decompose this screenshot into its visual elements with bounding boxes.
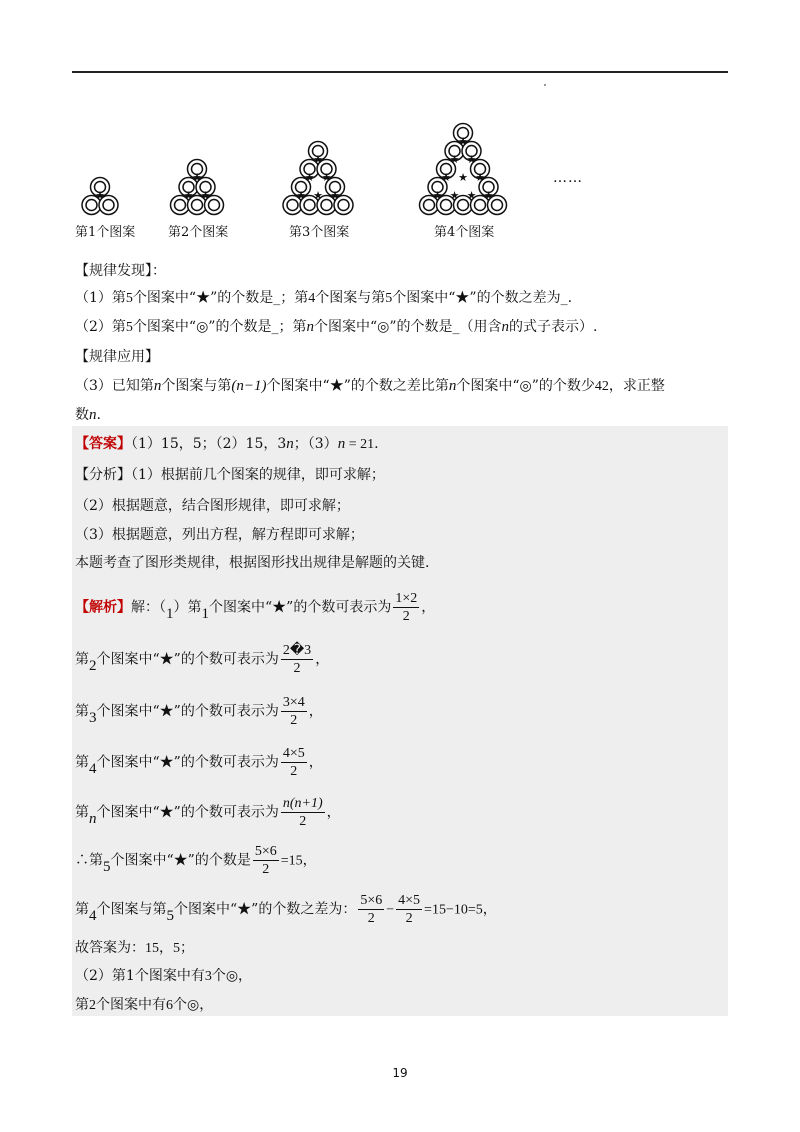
star-mark: ★ <box>313 153 323 166</box>
star-mark: ★ <box>95 189 105 202</box>
fraction-1: $\frac{1\times 2}{2}$ <box>395 591 418 624</box>
star-mark: ★ <box>449 153 460 166</box>
star-mark: ★ <box>466 153 477 166</box>
question-1: （1）第5个图案中“★”的个数是_；第4个图案与第5个图案中“★”的个数之差为_. <box>75 290 573 306</box>
solution-part2-line2: 第2个图案中有6个◎， <box>75 997 214 1013</box>
star-mark: ★ <box>296 189 306 202</box>
fraction-n: $\frac{n(n+1)}{2}$ <box>282 796 323 829</box>
figure-label-4: 第4个图案 <box>434 225 495 240</box>
page-number: 19 <box>392 1066 408 1080</box>
star-mark: ★ <box>475 171 485 184</box>
figure-label-2: 第2个图案 <box>168 225 229 240</box>
solution-line-1: 【解析】解：（1）第1个图案中“★”的个数可表示为 $\frac{1\times 2}{2}$ ， <box>75 591 436 624</box>
fraction-diff-1: $\frac{5\times 6}{2}$ <box>360 893 383 926</box>
star-mark: ★ <box>466 189 477 202</box>
star-mark: ★ <box>441 171 451 184</box>
solution-line-n: 第n个图案中“★”的个数可表示为 $\frac{n(n+1)}{2}$ ， <box>75 796 341 829</box>
fraction-5: $\frac{5\times 6}{2}$ <box>254 844 277 877</box>
analysis-line-2: （2）根据题意，结合图形规律，即可求解； <box>75 498 350 514</box>
star-mark: ★ <box>192 171 202 184</box>
star-mark: ★ <box>321 171 332 184</box>
solution-line-5: ∴第5个图案中“★”的个数是 $\frac{5\times 6}{2}$ =15， <box>75 844 317 877</box>
question-2: （2）第5个图案中“◎”的个数是_；第n个图案中“◎”的个数是_（用含n的式子表示）. <box>75 319 598 335</box>
fraction-4: $\frac{4\times 5}{2}$ <box>282 746 305 779</box>
section-heading-discovery: 【规律发现】： <box>75 263 166 279</box>
analysis-line-3: （3）根据题意，列出方程，解方程即可求解； <box>75 527 364 543</box>
star-mark: ★ <box>458 135 468 148</box>
analysis-line-4: 本题考查了图形类规律，根据图形找出规律是解题的关键. <box>75 555 430 571</box>
star-mark: ★ <box>458 171 468 184</box>
solution-answer: 故答案为：15，5； <box>75 940 194 956</box>
solution-tag: 【解析】 <box>75 599 131 616</box>
question-3: （3）已知第n个图案与第(n−1)个图案中“★”的个数之差比第n个图案中“◎”的个数少42，求正整 <box>75 378 665 394</box>
star-mark: ★ <box>183 189 194 202</box>
answer-tag: 【答案】 <box>75 436 131 452</box>
solution-part2-line1: （2）第1个图案中有3个◎， <box>75 968 253 984</box>
solution-line-4: 第4个图案中“★”的个数可表示为 $\frac{4\times 5}{2}$ ， <box>75 746 323 779</box>
solution-line-2: 第2个图案中“★”的个数可表示为 $\frac{2�3}{2}$ ， <box>75 643 330 676</box>
figure-label-3: 第3个图案 <box>289 225 350 240</box>
figure-ellipsis: …… <box>553 170 583 186</box>
star-mark: ★ <box>483 189 494 202</box>
section-heading-application: 【规律应用】 <box>75 349 159 365</box>
star-mark: ★ <box>330 189 340 202</box>
star-mark: ★ <box>449 189 460 202</box>
fraction-diff-2: $\frac{4\times 5}{2}$ <box>398 893 421 926</box>
star-mark: ★ <box>432 189 443 202</box>
solution-line-3: 第3个图案中“★”的个数可表示为 $\frac{3\times 4}{2}$ ， <box>75 695 323 728</box>
star-mark: ★ <box>304 171 315 184</box>
figure-label-1: 第1个图案 <box>75 225 136 240</box>
analysis-line-1: 【分析】（1）根据前几个图案的规律，即可求解； <box>75 467 385 483</box>
fraction-3: $\frac{3\times 4}{2}$ <box>282 695 305 728</box>
analysis-tag: 【分析】 <box>75 467 131 483</box>
star-mark: ★ <box>200 189 211 202</box>
star-mark: ★ <box>313 189 323 202</box>
fraction-2: $\frac{2�3}{2}$ <box>282 643 312 676</box>
answer-line: 【答案】（1）15，5；（2）15，3n；（3）n = 21. <box>75 436 379 452</box>
solution-line-diff: 第4个图案与第5个图案中“★”的个数之差为： $\frac{5\times 6}{2}$ − $\frac{4\times 5}{2}$ =15−10=5， <box>75 893 497 926</box>
pattern-figures <box>0 0 800 250</box>
question-3-cont: 数n. <box>75 407 101 423</box>
